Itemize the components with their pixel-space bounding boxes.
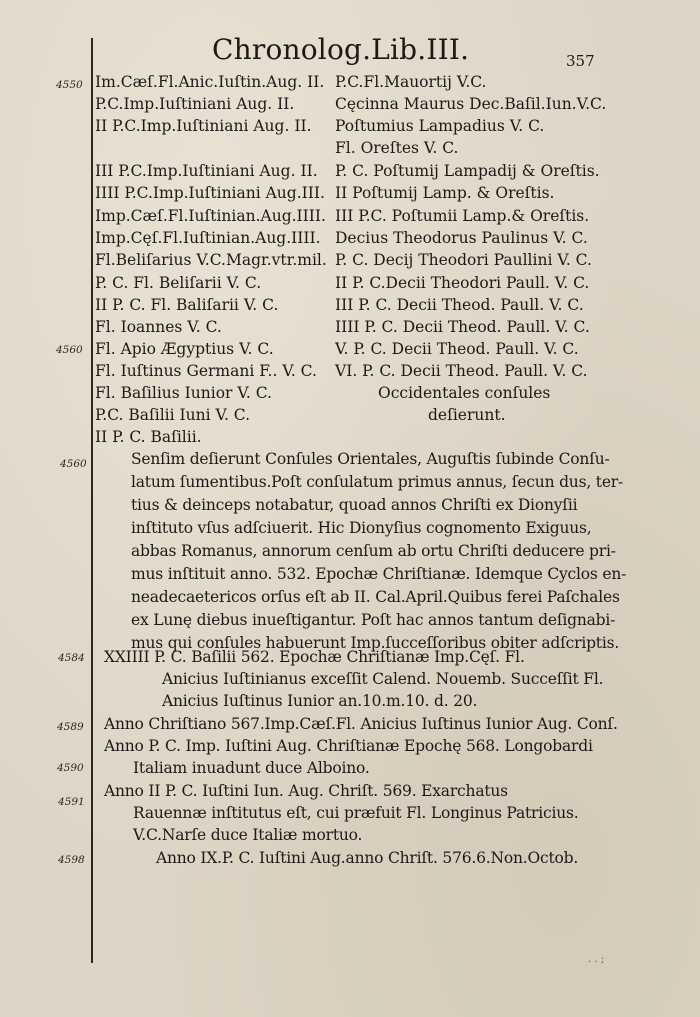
margin-rule xyxy=(91,38,93,963)
paragraph-line: ex Lunę diebus inueſtigantur. Poſt hac annos tantum deſignabi- xyxy=(131,611,616,629)
running-head: Chronolog.Lib.III. xyxy=(212,33,470,66)
margin-year: 4584 xyxy=(58,652,85,664)
entry-line: V.C.Narſe duce Italiæ mortuo. xyxy=(133,826,363,844)
consul-right: II P. C.Decii Theodori Paull. V. C. xyxy=(335,274,590,292)
margin-year: 4598 xyxy=(58,854,85,866)
consul-right: Cęcinna Maurus Dec.Baſil.Iun.V.C. xyxy=(335,95,607,113)
consul-right: II Poſtumij Lamp. & Oreſtis. xyxy=(335,184,555,202)
consul-left: Fl.Beliſarius V.C.Magr.vtr.mil. xyxy=(95,251,327,269)
margin-year: 4550 xyxy=(56,79,83,91)
entry-line: Rauennæ inſtitutus eſt, cui præfuit Fl. Longinus Patricius. xyxy=(133,804,579,822)
consul-left: II P. C. Baſilii. xyxy=(95,428,202,446)
entry-line: Anicius Iuſtinus Iunior an.10.m.10. d. 20. xyxy=(162,692,478,710)
entry-line: Italiam inuadunt duce Alboino. xyxy=(133,759,370,777)
margin-year: 4560 xyxy=(56,344,83,356)
entry-line: Anno IX.P. C. Iuſtini Aug.anno Chriſt. 576.6.Non.Octob. xyxy=(156,849,579,867)
consul-left: Fl. Iuſtinus Germani F.. V. C. xyxy=(95,362,317,380)
paragraph-line: neadecaetericos orſus eſt ab II. Cal.April.Quibus ferei Paſchales xyxy=(131,588,620,606)
entry-line: Anno P. C. Imp. Iuſtini Aug. Chriſtianæ Epochę 568. Longobardi xyxy=(104,737,593,755)
margin-year: 4560 xyxy=(60,458,87,470)
consul-left: Fl. Ioannes V. C. xyxy=(95,318,222,336)
entry-line: XXIIII P. C. Baſilii 562. Epochæ Chriſtianæ Imp.Cęſ. Fl. xyxy=(104,648,525,666)
consul-left: P. C. Fl. Beliſarii V. C. xyxy=(95,274,262,292)
consul-right: III P. C. Decii Theod. Paull. V. C. xyxy=(335,296,584,314)
entry-line: Anicius Iuſtinianus exceſſit Calend. Nouemb. Succeſſit Fl. xyxy=(162,670,604,688)
consul-left: IIII P.C.Imp.Iuſtiniani Aug.III. xyxy=(95,184,325,202)
consul-right: IIII P. C. Decii Theod. Paull. V. C. xyxy=(335,318,590,336)
entry-line: Anno II P. C. Iuſtini Iun. Aug. Chriſt. 569. Exarchatus xyxy=(104,782,508,800)
consul-right: Decius Theodorus Paulinus V. C. xyxy=(335,229,588,247)
consul-right: P. C. Decij Theodori Paullini V. C. xyxy=(335,251,592,269)
paragraph-line: mus inſtituit anno. 532. Epochæ Chriſtianæ. Idemque Cyclos en- xyxy=(131,565,627,583)
consul-left: Imp.Cęſ.Fl.Iuſtinian.Aug.IIII. xyxy=(95,229,321,247)
footer-mark: . . ; xyxy=(588,954,605,965)
paragraph-line: inſtituto vſus adſciuerit. Hic Dionyſius cognomento Exiguus, xyxy=(131,519,592,537)
consul-right: Fl. Oreſtes V. C. xyxy=(335,139,459,157)
paragraph-line: Senſim deſierunt Conſules Orientales, Auguſtis ſubinde Conſu- xyxy=(131,450,610,468)
paragraph-line: abbas Romanus, annorum cenſum ab ortu Chriſti deducere pri- xyxy=(131,542,616,560)
consul-right: VI. P. C. Decii Theod. Paull. V. C. xyxy=(335,362,588,380)
consul-left: Imp.Cæſ.Fl.Iuſtinian.Aug.IIII. xyxy=(95,207,326,225)
consul-left: P.C. Baſilii Iuni V. C. xyxy=(95,406,251,424)
consul-right: Poſtumius Lampadius V. C. xyxy=(335,117,545,135)
consul-right: Occidentales conſules xyxy=(378,384,551,402)
consul-right: V. P. C. Decii Theod. Paull. V. C. xyxy=(335,340,579,358)
consul-right: P. C. Poſtumij Lampadij & Oreſtis. xyxy=(335,162,600,180)
entry-line: Anno Chriſtiano 567.Imp.Cæſ.Fl. Anicius Iuſtinus Iunior Aug. Conſ. xyxy=(104,715,618,733)
consul-right: III P.C. Poſtumii Lamp.& Oreſtis. xyxy=(335,207,590,225)
margin-year: 4590 xyxy=(57,762,84,774)
margin-year: 4589 xyxy=(57,721,84,733)
consul-left: Im.Cæſ.Fl.Anic.Iuſtin.Aug. II. xyxy=(95,73,325,91)
consul-left: II P. C. Fl. Baliſarii V. C. xyxy=(95,296,279,314)
page-number: 357 xyxy=(566,52,595,70)
consul-left: P.C.Imp.Iuſtiniani Aug. II. xyxy=(95,95,295,113)
consul-right: deſierunt. xyxy=(428,406,506,424)
consul-left: III P.C.Imp.Iuſtiniani Aug. II. xyxy=(95,162,318,180)
paragraph-line: mus qui conſules habuerunt Imp.ſucceſſoribus obiter adſcriptis. xyxy=(131,634,620,652)
margin-year: 4591 xyxy=(58,796,85,808)
paragraph-line: tius & deinceps notabatur, quoad annos Chriſti ex Dionyſii xyxy=(131,496,578,514)
consul-left: Fl. Baſilius Iunior V. C. xyxy=(95,384,272,402)
consul-right: P.C.Fl.Mauortij V.C. xyxy=(335,73,487,91)
consul-left: II P.C.Imp.Iuſtiniani Aug. II. xyxy=(95,117,312,135)
paragraph-line: latum ſumentibus.Poſt conſulatum primus annus, ſecun dus, ter- xyxy=(131,473,624,491)
consul-left: Fl. Apio Ægyptius V. C. xyxy=(95,340,274,358)
